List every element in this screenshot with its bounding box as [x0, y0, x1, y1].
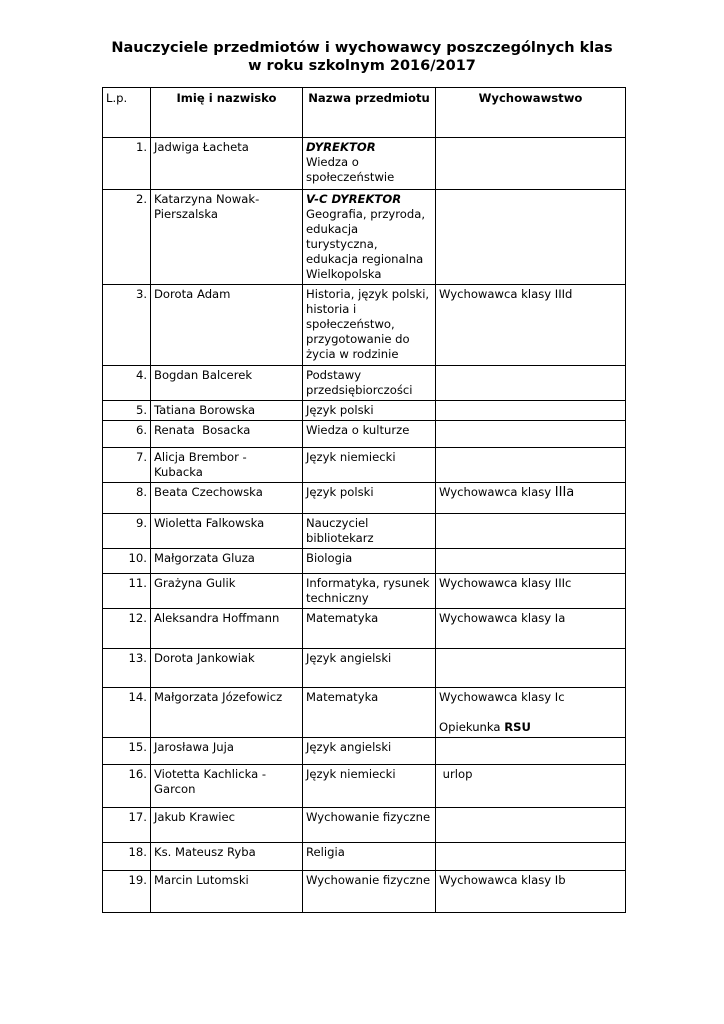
- teachers-table: [102, 87, 626, 913]
- cell-name: Dorota Adam: [151, 285, 303, 366]
- class-name: IIIa: [554, 485, 575, 500]
- cell-name: Ks. Mateusz Ryba: [151, 843, 303, 871]
- cell-lp: 4.: [103, 366, 151, 401]
- cell-class: Wychowawca klasy Ia: [436, 609, 626, 649]
- cell-subject: Język angielski: [303, 649, 436, 688]
- table-row: [103, 138, 626, 190]
- cell-lp: 1.: [103, 138, 151, 190]
- cell-lp: 14.: [103, 688, 151, 738]
- cell-lp: 8.: [103, 483, 151, 514]
- subject-text: Wiedza o społeczeństwie: [306, 155, 395, 184]
- class-text: Wychowawca klasy Ic: [439, 690, 565, 704]
- cell-subject: Informatyka, rysunek techniczny: [303, 574, 436, 609]
- table-header-row: [103, 88, 626, 138]
- role-label: V-C DYREKTOR: [306, 192, 402, 206]
- cell-class: Wychowawca klasy IIId: [436, 285, 626, 366]
- table-row: [103, 843, 626, 871]
- cell-class: [436, 421, 626, 448]
- cell-name: Tatiana Borowska: [151, 401, 303, 421]
- cell-subject: Wiedza o kulturze: [303, 421, 436, 448]
- table-row: [103, 549, 626, 574]
- cell-name: Beata Czechowska: [151, 483, 303, 514]
- document-title: [0, 39, 724, 75]
- table-row: [103, 574, 626, 609]
- table-row: [103, 688, 626, 738]
- cell-lp: 19.: [103, 871, 151, 913]
- cell-subject: Język niemiecki: [303, 765, 436, 808]
- cell-subject: Język polski: [303, 401, 436, 421]
- cell-class: urlop: [436, 765, 626, 808]
- table-row: [103, 190, 626, 285]
- cell-subject: Język polski: [303, 483, 436, 514]
- cell-subject: Matematyka: [303, 609, 436, 649]
- cell-name: Jakub Krawiec: [151, 808, 303, 843]
- subject-text: Geografia, przyroda, edukacja turystyczna, edukacja regionalna Wielkopolska: [306, 207, 426, 281]
- cell-class: [436, 366, 626, 401]
- cell-lp: 6.: [103, 421, 151, 448]
- cell-name: Jarosława Juja: [151, 738, 303, 765]
- cell-name: Jadwiga Łacheta: [151, 138, 303, 190]
- cell-name: Małgorzata Józefowicz: [151, 688, 303, 738]
- cell-subject: Nauczyciel bibliotekarz: [303, 514, 436, 549]
- cell-name: Grażyna Gulik: [151, 574, 303, 609]
- cell-lp: 9.: [103, 514, 151, 549]
- table-row: [103, 421, 626, 448]
- cell-subject: Wychowanie fizyczne: [303, 808, 436, 843]
- cell-name: Renata Bosacka: [151, 421, 303, 448]
- cell-name: Alicja Brembor - Kubacka: [151, 448, 303, 483]
- cell-class: [436, 138, 626, 190]
- cell-name: Wioletta Falkowska: [151, 514, 303, 549]
- cell-lp: 11.: [103, 574, 151, 609]
- header-name: Imię i nazwisko: [151, 88, 303, 138]
- rsu-guardian: [439, 720, 622, 735]
- table-row: [103, 808, 626, 843]
- cell-lp: 3.: [103, 285, 151, 366]
- cell-lp: 17.: [103, 808, 151, 843]
- table-row: [103, 448, 626, 483]
- cell-subject: [303, 190, 436, 285]
- cell-class: [436, 514, 626, 549]
- table-row: [103, 285, 626, 366]
- cell-lp: 2.: [103, 190, 151, 285]
- cell-class: [436, 688, 626, 738]
- role-label: DYREKTOR: [306, 140, 376, 154]
- cell-subject: Język niemiecki: [303, 448, 436, 483]
- cell-name: Viotetta Kachlicka - Garcon: [151, 765, 303, 808]
- table-row: [103, 514, 626, 549]
- table-row: [103, 483, 626, 514]
- header-subject: Nazwa przedmiotu: [303, 88, 436, 138]
- rsu-label: RSU: [504, 720, 531, 734]
- cell-lp: 15.: [103, 738, 151, 765]
- cell-lp: 5.: [103, 401, 151, 421]
- cell-subject: Biologia: [303, 549, 436, 574]
- cell-class: [436, 549, 626, 574]
- cell-name: Katarzyna Nowak-Pierszalska: [151, 190, 303, 285]
- cell-class: Wychowawca klasy Ib: [436, 871, 626, 913]
- cell-class: Wychowawca klasy IIIc: [436, 574, 626, 609]
- table-row: [103, 738, 626, 765]
- cell-lp: 16.: [103, 765, 151, 808]
- table-row: [103, 609, 626, 649]
- cell-name: Marcin Lutomski: [151, 871, 303, 913]
- guardian-label: Opiekunka: [439, 720, 505, 734]
- table-row: [103, 401, 626, 421]
- cell-subject: Religia: [303, 843, 436, 871]
- cell-subject: Historia, język polski, historia i społeczeństwo, przygotowanie do życia w rodzinie: [303, 285, 436, 366]
- cell-lp: 10.: [103, 549, 151, 574]
- cell-subject: Język angielski: [303, 738, 436, 765]
- title-line-1: Nauczyciele przedmiotów i wychowawcy poszczególnych klas: [111, 40, 613, 56]
- cell-lp: 7.: [103, 448, 151, 483]
- cell-class: [436, 843, 626, 871]
- cell-name: Małgorzata Gluza: [151, 549, 303, 574]
- table-row: [103, 871, 626, 913]
- title-line-2: w roku szkolnym 2016/2017: [248, 58, 476, 74]
- cell-subject: Wychowanie fizyczne: [303, 871, 436, 913]
- header-lp: L.p.: [103, 88, 151, 138]
- cell-name: Bogdan Balcerek: [151, 366, 303, 401]
- cell-class: [436, 448, 626, 483]
- cell-class: [436, 738, 626, 765]
- cell-lp: 18.: [103, 843, 151, 871]
- cell-name: Dorota Jankowiak: [151, 649, 303, 688]
- cell-subject: [303, 138, 436, 190]
- cell-subject: Matematyka: [303, 688, 436, 738]
- cell-class: [436, 401, 626, 421]
- cell-lp: 13.: [103, 649, 151, 688]
- table-row: [103, 649, 626, 688]
- cell-class: [436, 808, 626, 843]
- table-row: [103, 366, 626, 401]
- header-class: Wychowawstwo: [436, 88, 626, 138]
- cell-name: Aleksandra Hoffmann: [151, 609, 303, 649]
- cell-class: [436, 483, 626, 514]
- class-prefix: Wychowawca klasy: [439, 485, 555, 499]
- cell-subject: Podstawy przedsiębiorczości: [303, 366, 436, 401]
- cell-lp: 12.: [103, 609, 151, 649]
- cell-class: [436, 649, 626, 688]
- table-row: [103, 765, 626, 808]
- cell-class: [436, 190, 626, 285]
